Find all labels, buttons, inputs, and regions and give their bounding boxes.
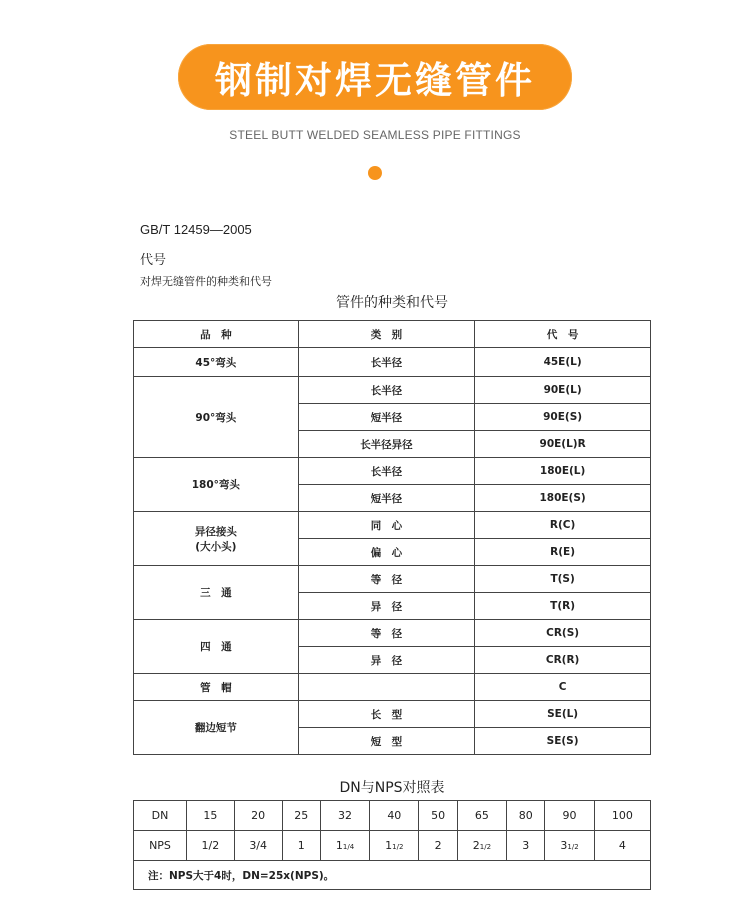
variety-cell: 90°弯头 <box>134 377 299 458</box>
nps-value-cell <box>370 831 419 861</box>
page-subtitle: STEEL BUTT WELDED SEAMLESS PIPE FITTINGS <box>229 128 521 142</box>
nps-whole: 1 <box>335 839 343 852</box>
code-cell: CR(S) <box>475 620 651 647</box>
dn-row <box>134 801 651 831</box>
description-text: 对焊无缝管件的种类和代号 <box>140 276 272 288</box>
code-cell: 180E(L) <box>475 458 651 485</box>
table-row <box>134 377 651 404</box>
fraction-slash: / <box>571 843 575 851</box>
code-cell: T(S) <box>475 566 651 593</box>
header-variety: 品 种 <box>134 321 299 348</box>
variety-cell: 三 通 <box>134 566 299 620</box>
nps-value-cell: 1 <box>282 831 320 861</box>
code-cell: R(C) <box>475 512 651 539</box>
accent-dot-icon <box>368 166 382 180</box>
code-cell: C <box>475 674 651 701</box>
category-cell: 长半径 <box>298 377 475 404</box>
page-title: 钢制对焊无缝管件 <box>215 59 535 102</box>
dn-value-cell: 50 <box>419 801 457 831</box>
category-cell: 短半径 <box>298 485 475 512</box>
nps-value-cell: 3/4 <box>234 831 282 861</box>
nps-numerator: 1 <box>479 843 485 851</box>
table-row <box>134 620 651 647</box>
note-cell: 注：NPS大于4时，DN=25x(NPS)。 <box>134 861 651 890</box>
category-cell: 同 心 <box>298 512 475 539</box>
fraction-slash: / <box>347 843 350 851</box>
fraction-slash: / <box>396 843 399 851</box>
variety-cell: 四 通 <box>134 620 299 674</box>
nps-value-cell <box>320 831 369 861</box>
category-cell: 短半径 <box>298 404 475 431</box>
code-cell: T(R) <box>475 593 651 620</box>
code-cell: 90E(S) <box>475 404 651 431</box>
code-cell: SE(L) <box>475 701 651 728</box>
table-row <box>134 701 651 728</box>
header-code: 代 号 <box>475 321 651 348</box>
nps-whole: 2 <box>472 839 480 852</box>
nps-numerator: 1 <box>392 843 397 851</box>
category-cell: 偏 心 <box>298 539 475 566</box>
types-table-caption: 管件的种类和代号 <box>336 295 448 311</box>
nps-denominator: 4 <box>349 843 355 851</box>
title-banner <box>178 44 572 110</box>
code-cell: CR(R) <box>475 647 651 674</box>
category-cell <box>298 674 475 701</box>
dn-value-cell: 90 <box>545 801 594 831</box>
variety-cell: 45°弯头 <box>134 348 299 377</box>
dn-nps-table <box>133 800 651 890</box>
table-row <box>134 674 651 701</box>
nps-value-cell: 4 <box>594 831 650 861</box>
code-label: 代号 <box>140 252 167 267</box>
category-cell: 等 径 <box>298 620 475 647</box>
category-cell: 短 型 <box>298 728 475 755</box>
category-cell: 长 型 <box>298 701 475 728</box>
variety-line: (大小头) <box>195 540 237 553</box>
variety-cell <box>134 512 299 566</box>
table-header-row <box>134 321 651 348</box>
code-cell: 180E(S) <box>475 485 651 512</box>
code-cell: 90E(L)R <box>475 431 651 458</box>
header-category: 类 别 <box>298 321 475 348</box>
nps-row <box>134 831 651 861</box>
fittings-types-table <box>133 320 651 755</box>
nps-whole: 1 <box>385 839 393 852</box>
code-cell: 90E(L) <box>475 377 651 404</box>
nps-value-cell <box>457 831 506 861</box>
nps-denominator: 2 <box>574 843 579 851</box>
dn-value-cell: 40 <box>370 801 419 831</box>
nps-value-cell: 1/2 <box>187 831 235 861</box>
nps-numerator: 1 <box>567 843 572 851</box>
dn-value-cell: 20 <box>234 801 282 831</box>
table-row <box>134 566 651 593</box>
table-row <box>134 348 651 377</box>
note-row <box>134 861 651 890</box>
dn-value-cell: 80 <box>507 801 545 831</box>
dn-value-cell: 15 <box>187 801 235 831</box>
variety-cell: 180°弯头 <box>134 458 299 512</box>
category-cell: 长半径异径 <box>298 431 475 458</box>
nps-label-cell: NPS <box>134 831 187 861</box>
table-row <box>134 512 651 539</box>
dn-value-cell: 65 <box>457 801 506 831</box>
nps-denominator: 2 <box>399 843 404 851</box>
nps-value-cell: 2 <box>419 831 457 861</box>
nps-numerator: 1 <box>342 843 348 851</box>
category-cell: 长半径 <box>298 458 475 485</box>
dn-label-cell: DN <box>134 801 187 831</box>
category-cell: 长半径 <box>298 348 475 377</box>
category-cell: 异 径 <box>298 647 475 674</box>
fraction-slash: / <box>484 843 487 851</box>
nps-value-cell <box>545 831 594 861</box>
dn-table-caption: DN与NPS对照表 <box>339 780 445 796</box>
nps-whole: 3 <box>560 839 568 852</box>
code-cell: 45E(L) <box>475 348 651 377</box>
nps-denominator: 2 <box>486 843 492 851</box>
nps-value-cell: 3 <box>507 831 545 861</box>
dn-value-cell: 25 <box>282 801 320 831</box>
category-cell: 异 径 <box>298 593 475 620</box>
standard-number: GB/T 12459—2005 <box>140 222 252 237</box>
variety-cell: 翻边短节 <box>134 701 299 755</box>
code-cell: R(E) <box>475 539 651 566</box>
variety-cell: 管 帽 <box>134 674 299 701</box>
code-cell: SE(S) <box>475 728 651 755</box>
dn-value-cell: 32 <box>320 801 369 831</box>
dn-value-cell: 100 <box>594 801 650 831</box>
category-cell: 等 径 <box>298 566 475 593</box>
variety-line: 异径接头 <box>194 525 237 538</box>
table-row <box>134 458 651 485</box>
